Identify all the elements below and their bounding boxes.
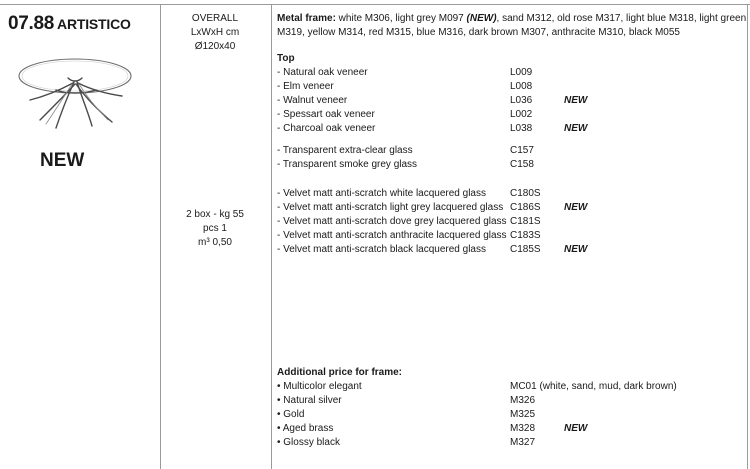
list-item: • Glossy black M327: [277, 437, 536, 448]
list-item: - Velvet matt anti-scratch white lacquered glass C180S: [277, 188, 541, 199]
additional-price-list: [277, 380, 747, 450]
list-item: - Natural oak veneer L009: [277, 67, 533, 78]
dimensions-size: Ø120x40: [194, 41, 236, 52]
top-rule: [0, 4, 750, 5]
specifications: [277, 12, 747, 450]
list-item: • Aged brass M328 NEW: [277, 423, 588, 434]
additional-price-heading: Additional price for frame:: [277, 367, 403, 378]
table-sketch-image: [16, 50, 134, 132]
product-title: [8, 13, 131, 35]
list-item: - Transparent extra-clear glass C157: [277, 145, 534, 156]
list-item: - Velvet matt anti-scratch anthracite lacquered glass C183S: [277, 230, 541, 241]
metal-frame-text: [277, 12, 747, 40]
list-item: - Spessart oak veneer L002: [277, 109, 533, 120]
list-item: - Velvet matt anti-scratch dove grey lacquered glass C181S: [277, 216, 541, 227]
list-item: • Gold M325: [277, 409, 536, 420]
list-item: - Velvet matt anti-scratch light grey lacquered glass C186S NEW: [277, 202, 588, 213]
top-heading: Top: [277, 53, 295, 64]
metal-frame-label: Metal frame:: [277, 13, 336, 24]
dimensions-units: LxWxH cm: [190, 27, 240, 38]
list-item: • Multicolor elegant MC01 (white, sand, mud, dark brown): [277, 381, 677, 392]
packaging-pieces: pcs 1: [203, 223, 227, 234]
list-item: - Charcoal oak veneer L038 NEW: [277, 123, 588, 134]
column-divider-mid: [271, 4, 272, 469]
list-item: - Velvet matt anti-scratch black lacquered glass C185S NEW: [277, 244, 588, 255]
list-item: • Natural silver M326: [277, 395, 536, 406]
product-code: 07.88: [8, 13, 55, 34]
dimensions-header: OVERALL: [191, 13, 239, 24]
product-name: ARTISTICO: [57, 16, 131, 32]
metal-frame-colors-1: white M306, light grey M097: [335, 13, 467, 24]
veneer-list: [277, 66, 747, 136]
lacquered-glass-list: [277, 187, 747, 257]
packaging-block: [160, 208, 270, 250]
glass-list: [277, 144, 747, 172]
metal-frame-new-tag: (NEW): [466, 13, 497, 24]
column-divider-right: [747, 4, 748, 469]
list-item: - Transparent smoke grey glass C158: [277, 159, 534, 170]
list-item: - Walnut veneer L036 NEW: [277, 95, 588, 106]
packaging-boxes: 2 box - kg 55: [186, 209, 244, 220]
dimensions-block: [160, 12, 270, 54]
metal-frame-colors-2: , sand M312, old rose M317, light blue M318, light green M319, yellow M314, red M315, blue M316, dark brown M307, anthracite M310, black M055: [277, 13, 747, 38]
list-item: - Elm veneer L008: [277, 81, 533, 92]
packaging-volume: m³ 0,50: [198, 237, 232, 248]
new-badge: NEW: [40, 150, 85, 171]
